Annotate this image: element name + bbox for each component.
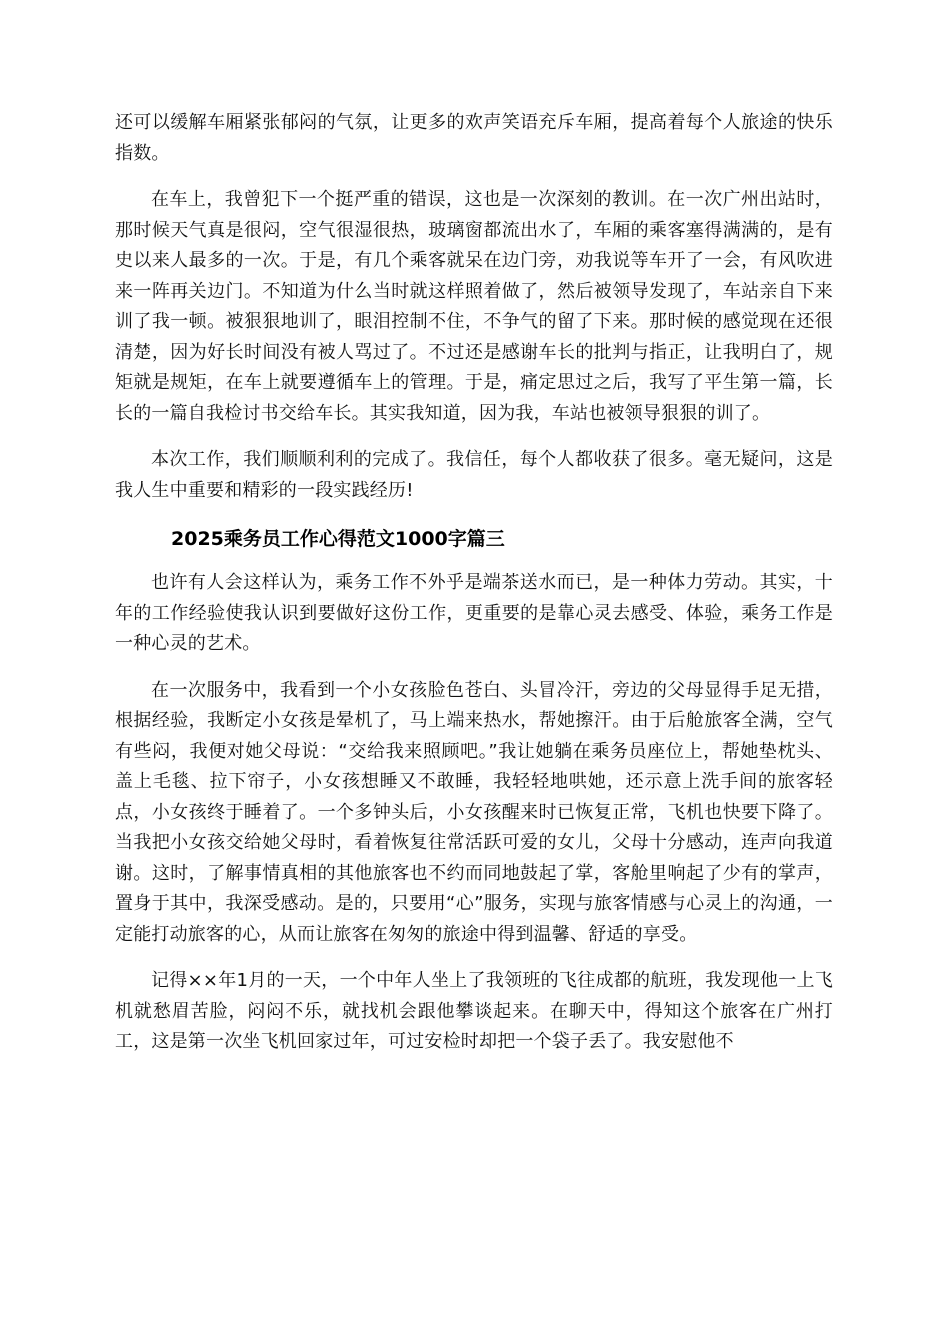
paragraph-conclusion: 本次工作，我们顺顺利利的完成了。我信任，每个人都收获了很多。毫无疑问，这是我人生中重要和精彩的一段实践经历! xyxy=(115,449,833,501)
paragraph-mistake-story: 在车上，我曾犯下一个挺严重的错误，这也是一次深刻的教训。在一次广州出站时，那时候天气真是很闷，空气很湿很热，玻璃窗都流出水了，车厢的乘客塞得满满的，是有史以来人最多的一次。于是，有几个乘客就呆在边门旁，劝我说等车开了一会，有风吹进来一阵再关边门。不知道为什么当时就这样照着做了，然后被领导发现了，车站亲自下来训了我一顿。被狠狠地训了，眼泪控制不住，不争气的留了下来。那时候的感觉现在还很清楚，因为好长时间没有被人骂过了。不过还是感谢车长的批判与指正，让我明白了，规矩就是规矩，在车上就要遵循车上的管理。于是，痛定思过之后，我写了平生第一篇，长长的一篇自我检讨书交给车长。其实我知道，因为我，车站也被领导狠狠的训了。 xyxy=(115,189,833,424)
document-page xyxy=(115,108,833,1058)
paragraph-little-girl-story: 在一次服务中，我看到一个小女孩脸色苍白、头冒冷汗，旁边的父母显得手足无措，根据经验，我断定小女孩是晕机了，马上端来热水，帮她擦汗。由于后舱旅客全满，空气有些闷，我便对她父母说：“交给我来照顾吧。”我让她躺在乘务员座位上，帮她垫枕头、盖上毛毯、拉下帘子，小女孩想睡又不敢睡，我轻轻地哄她，还示意上洗手间的旅客轻点，小女孩终于睡着了。一个多钟头后，小女孩醒来时已恢复正常，飞机也快要下降了。当我把小女孩交给她父母时，看着恢复往常活跃可爱的女儿，父母十分感动，连声向我道谢。这时，了解事情真相的其他旅客也不约而同地鼓起了掌，客舱里响起了少有的掌声，置身于其中，我深受感动。是的，只要用“心”服务，实现与旅客情感与心灵上的沟通，一定能打动旅客的心，从而让旅客在匆匆的旅途中得到温馨、舒适的享受。 xyxy=(115,679,833,945)
section-heading: 2025乘务员工作心得范文1000字篇三 xyxy=(171,528,505,550)
paragraph-intro: 也许有人会这样认为，乘务工作不外乎是端茶送水而已，是一种体力劳动。其实，十年的工作经验使我认识到要做好这份工作，更重要的是靠心灵去感受、体验，乘务工作是一种心灵的艺术。 xyxy=(115,572,833,654)
paragraph-continued: 还可以缓解车厢紧张郁闷的气氛，让更多的欢声笑语充斥车厢，提高着每个人旅途的快乐指数。 xyxy=(115,112,833,164)
paragraph-passenger-story: 记得××年1月的一天，一个中年人坐上了我领班的飞往成都的航班，我发现他一上飞机就愁眉苦脸，闷闷不乐，就找机会跟他攀谈起来。在聊天中，得知这个旅客在广州打工，这是第一次坐飞机回家过年，可过安检时却把一个袋子丢了。我安慰他不 xyxy=(115,970,833,1052)
